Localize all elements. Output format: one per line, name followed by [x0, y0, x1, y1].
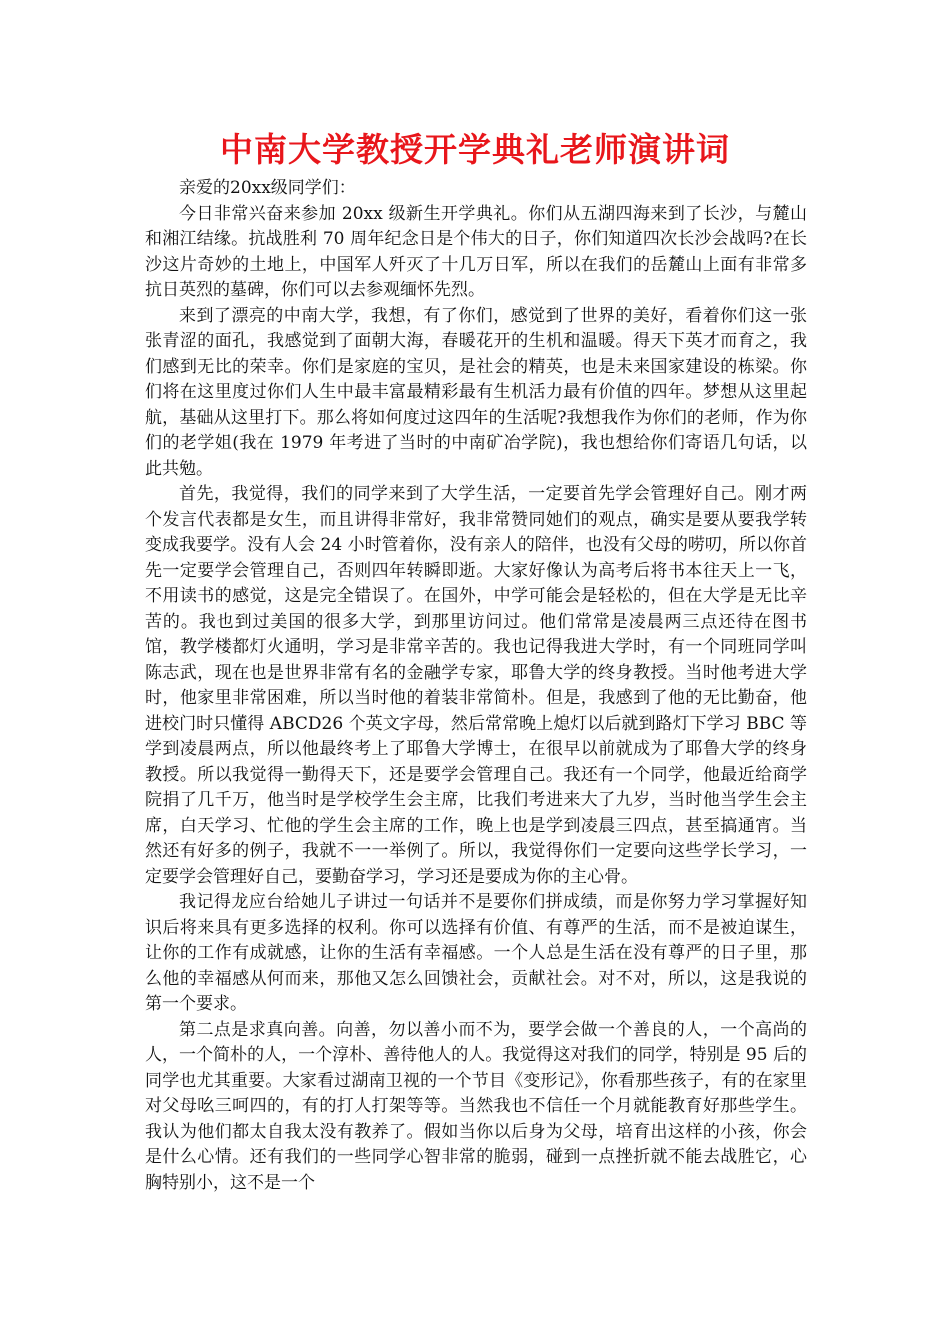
salutation-paragraph: 亲爱的20xx级同学们：: [179, 178, 356, 198]
body-paragraph: 我记得龙应台给她儿子讲过一句话并不是要你们拼成绩，而是你努力学习掌握好知识后将来具有更多选择的权利。你可以选择有价值、有尊严的生活，而不是被迫谋生，让你的工作有成就感，让你的生活有幸福感。一个人总是生活在没有尊严的日子里，那么他的幸福感从何而来，那他又怎么回馈社会，贡献社会。对不对，所以，这是我说的第一个要求。: [145, 892, 807, 1014]
document-title: 中南大学教授开学典礼老师演讲词: [220, 130, 730, 169]
body-paragraph: 来到了漂亮的中南大学，我想，有了你们，感觉到了世界的美好，看着你们这一张张青涩的面孔，我感觉到了面朝大海，春暖花开的生机和温暖。得天下英才而育之，我们感到无比的荣幸。你们是家庭的宝贝，是社会的精英，也是未来国家建设的栋梁。你们将在这里度过你们人生中最丰富最精彩最有生机活力最有价值的四年。梦想从这里起航，基础从这里打下。那么将如何度过这四年的生活呢?我想我作为你们的老师，作为你们的老学姐(我在 1979 年考进了当时的中南矿冶学院)，我也想给你们寄语几句话，以此共勉。: [145, 305, 807, 479]
body-paragraph: 首先，我觉得，我们的同学来到了大学生活，一定要首先学会管理好自己。刚才两个发言代表都是女生，而且讲得非常好，我非常赞同她们的观点，确实是要从要我学转变成我要学。没有人会 24 小时管着你，没有亲人的陪伴，也没有父母的唠叨，所以你首先一定要学会管理自己，否则四年转瞬即逝。大家好像认为高考后将书本往天上一飞，不用读书的感觉，这是完全错误了。在国外，中学可能会是轻松的，但在大学是无比辛苦的。我也到过美国的很多大学，到那里访问过。他们常常是凌晨两三点还待在图书馆，教学楼都灯火通明，学习是非常辛苦的。我也记得我进大学时，有一个同班同学叫陈志武，现在也是世界非常有名的金融学专家，耶鲁大学的终身教授。当时他考进大学时，他家里非常困难，所以当时他的着装非常简朴。但是，我感到了他的无比勤奋，他进校门时只懂得 ABCD26 个英文字母，然后常常晚上熄灯以后就到路灯下学习 BBC 等学到凌晨两点，所以他最终考上了耶鲁大学博士，在很早以前就成为了耶鲁大学的终身教授。所以我觉得一勤得天下，还是要学会管理自己。我还有一个同学，他最近给商学院捐了几千万，他当时是学校学生会主席，比我们考进来大了九岁，当时他当学生会主席，白天学习、忙他的学生会主席的工作，晚上也是学到凌晨三四点，甚至搞通宵。当然还有好多的例子，我就不一一举例了。所以，我觉得你们一定要向这些学长学习，一定要学会管理好自己，要勤奋学习，学习还是要成为你的主心骨。: [145, 484, 807, 887]
body-paragraph: 今日非常兴奋来参加 20xx 级新生开学典礼。你们从五湖四海来到了长沙，与麓山和湘江结缘。抗战胜利 70 周年纪念日是个伟大的日子，你们知道四次长沙会战吗?在长沙这片奇妙的土地上，中国军人歼灭了十几万日军，所以在我们的岳麓山上面有非常多抗日英烈的墓碑，你们可以去参观缅怀先烈。: [145, 203, 807, 300]
body-paragraph: 第二点是求真向善。向善，勿以善小而不为，要学会做一个善良的人，一个高尚的人，一个简朴的人，一个淳朴、善待他人的人。我觉得这对我们的同学，特别是 95 后的同学也尤其重要。大家看过湖南卫视的一个节目《变形记》，你看那些孩子，有的在家里对父母吆三呵四的，有的打人打架等等。当然我也不信任一个月就能教育好那些学生。我认为他们都太自我太没有教养了。假如当你以后身为父母，培育出这样的小孩，你会是什么心情。还有我们的一些同学心智非常的脆弱，碰到一点挫折就不能去战胜它，心胸特别小，这不是一个: [145, 1019, 807, 1193]
document-body: [145, 176, 807, 1196]
